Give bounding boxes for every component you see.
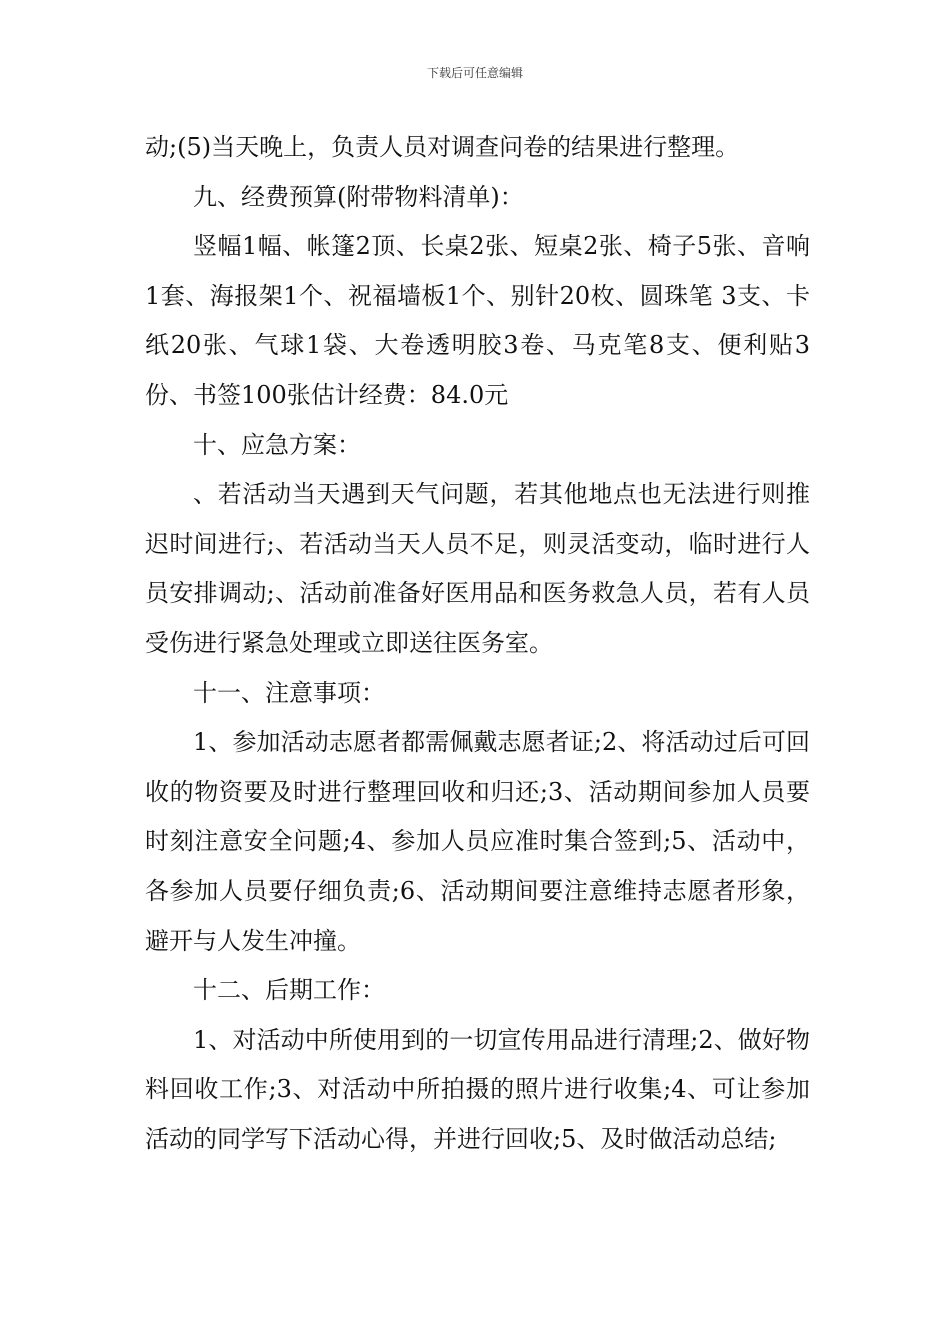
paragraph-emergency: 、若活动当天遇到天气问题，若其他地点也无法进行则推迟时间进行;、若活动当天人员不足，则灵活变动，临时进行人员安排调动;、活动前准备好医用品和医务救急人员，若有人员受伤进行紧急处理或立即送往医务室。 xyxy=(145,480,810,657)
paragraph-continuation: 动;(5)当天晚上，负责人员对调查问卷的结果进行整理。 xyxy=(145,133,740,161)
section-heading-emergency: 十、应急方案： xyxy=(193,430,361,459)
section-heading-notes: 十一、注意事项： xyxy=(193,678,385,707)
paragraph-budget: 竖幅1幅、帐篷2顶、长桌2张、短桌2张、椅子5张、音响1套、海报架1个、祝福墙板1个、别针20枚、圆珠笔 3支、卡纸20张、气球1袋、大卷透明胶3卷、马克笔8支、便利贴3份、书签100张估计经费：84.0元 xyxy=(145,232,810,409)
section-heading-followup: 十二、后期工作： xyxy=(193,976,385,1005)
document-body xyxy=(145,123,810,1164)
header-note: 下载后可任意编辑 xyxy=(426,66,523,80)
paragraph-notes: 1、参加活动志愿者都需佩戴志愿者证;2、将活动过后可回收的物资要及时进行整理回收和归还;3、活动期间参加人员要时刻注意安全问题;4、参加人员应准时集合签到;5、活动中，各参加人员要仔细负责;6、活动期间要注意维持志愿者形象，避开与人发生冲撞。 xyxy=(145,728,810,955)
paragraph-followup: 1、对活动中所使用到的一切宣传用品进行清理;2、做好物料回收工作;3、对活动中所拍摄的照片进行收集;4、可让参加活动的同学写下活动心得，并进行回收;5、及时做活动总结; xyxy=(145,1025,810,1153)
section-heading-budget: 九、经费预算(附带物料清单)： xyxy=(193,182,524,211)
